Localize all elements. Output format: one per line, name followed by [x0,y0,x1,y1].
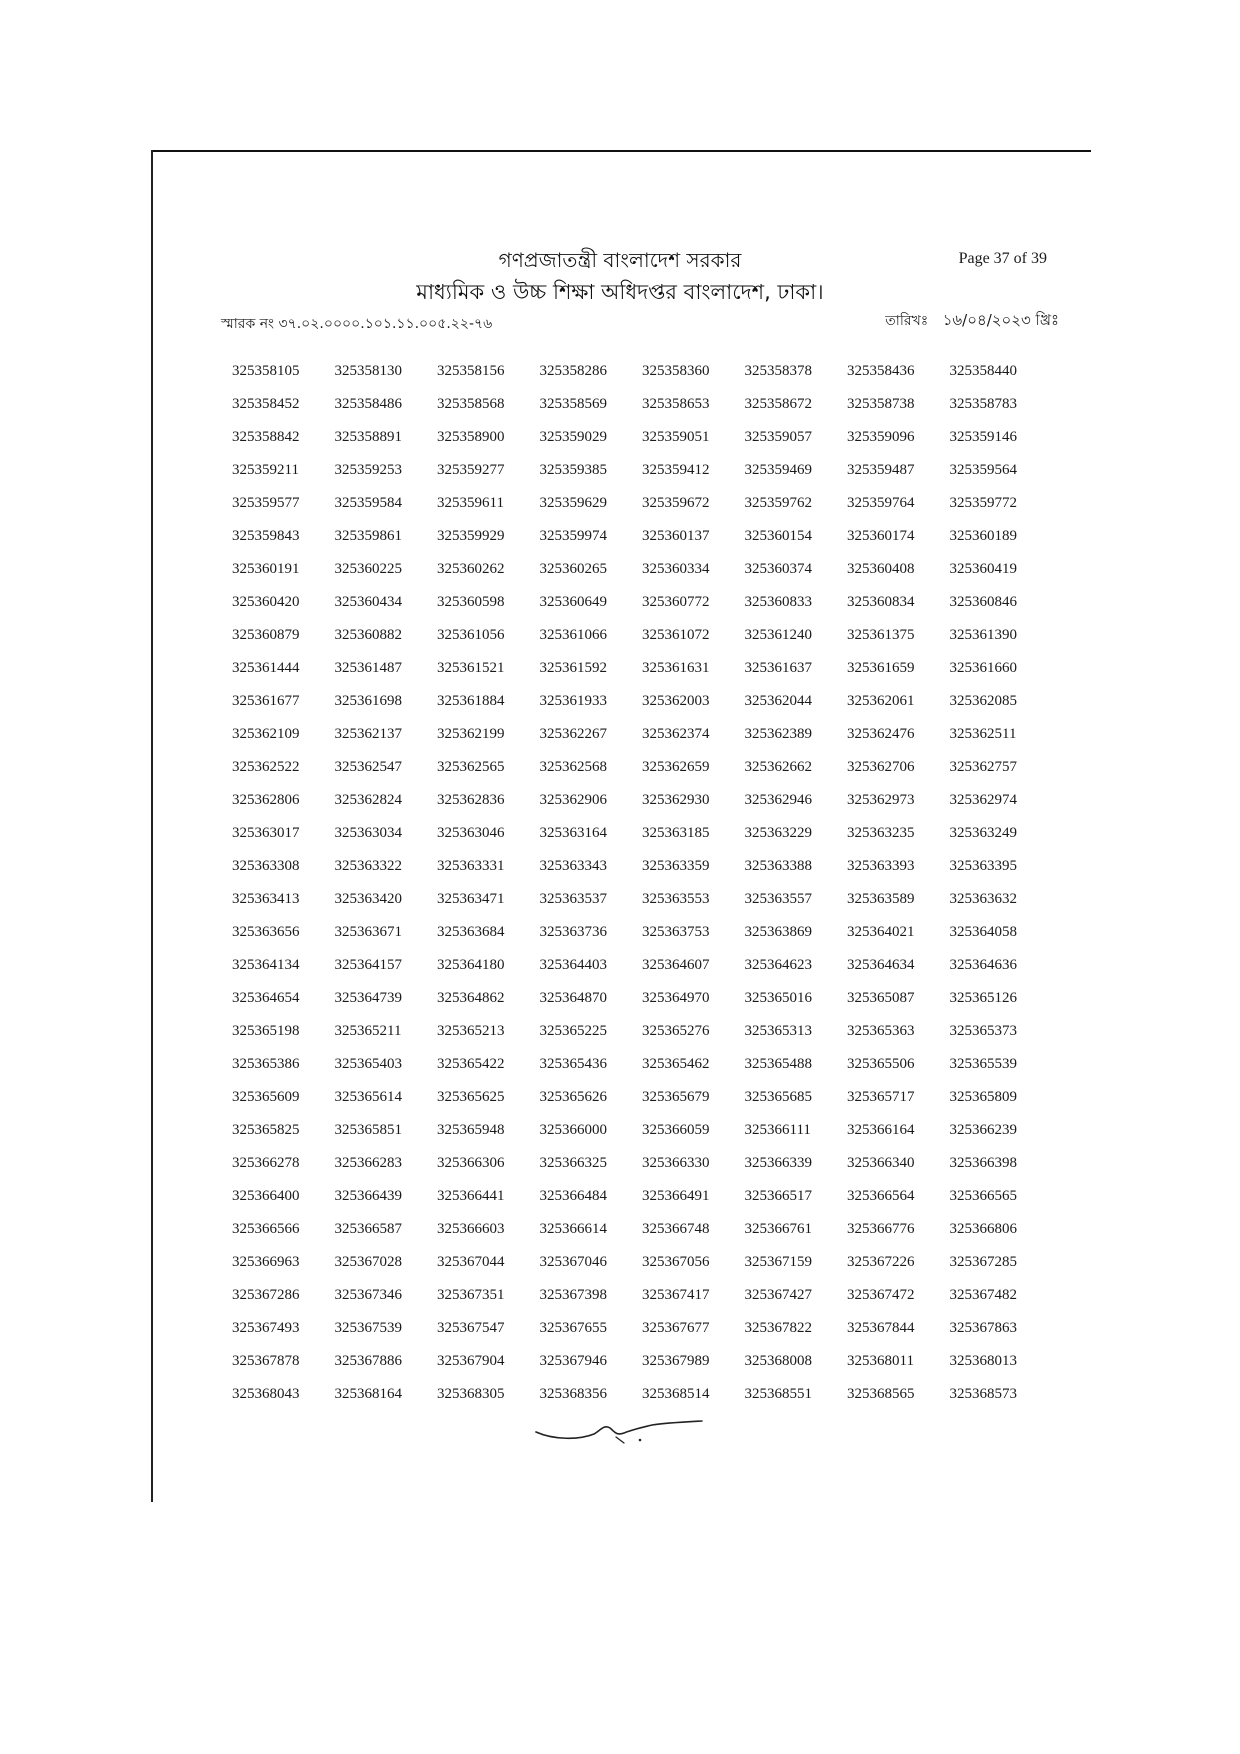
roll-number-cell: 325366963 [232,1254,300,1270]
roll-number-cell: 325367028 [334,1254,402,1270]
roll-number-cell: 325367482 [949,1287,1017,1303]
roll-number-cell: 325368008 [744,1353,812,1369]
roll-number-cell: 325366306 [437,1155,505,1171]
roll-number-cell: 325363388 [744,858,812,874]
roll-number-cell: 325366587 [334,1221,402,1237]
roll-number-cell: 325362199 [437,726,505,742]
roll-number-cell: 325363343 [539,858,607,874]
roll-number-cell: 325362085 [949,693,1017,709]
roll-number-cell: 325365363 [847,1023,915,1039]
roll-number-cell: 325360772 [642,594,710,610]
roll-number-cell: 325362974 [949,792,1017,808]
roll-number-cell: 325367493 [232,1320,300,1336]
memo-number: ৩৭.০২.০০০০.১০১.১১.০০৫.২২-৭৬ [278,316,493,332]
roll-number-cell: 325363753 [642,924,710,940]
roll-number-cell: 325359277 [437,462,505,478]
roll-number-cell: 325358436 [847,363,915,379]
roll-number-cell: 325367946 [539,1353,607,1369]
roll-number-cell: 325365403 [334,1056,402,1072]
roll-number-cell: 325363331 [437,858,505,874]
roll-number-cell: 325366806 [949,1221,1017,1237]
roll-number-cell: 325368551 [744,1386,812,1402]
roll-number-cell: 325358378 [744,363,812,379]
roll-number-cell: 325366239 [949,1122,1017,1138]
roll-number-cell: 325360833 [744,594,812,610]
roll-number-cell: 325365436 [539,1056,607,1072]
roll-number-cell: 325360262 [437,561,505,577]
roll-number-cell: 325364634 [847,957,915,973]
roll-number-cell: 325360334 [642,561,710,577]
roll-number-cell: 325363869 [744,924,812,940]
roll-number-cell: 325367539 [334,1320,402,1336]
roll-number-cell: 325358360 [642,363,710,379]
roll-number-cell: 325358486 [334,396,402,412]
roll-number-cell: 325368565 [847,1386,915,1402]
roll-number-cell: 325364058 [949,924,1017,940]
directorate-title: মাধ্যমিক ও উচ্চ শিক্ষা অধিদপ্তর বাংলাদেশ, ঢাকা। [416,280,824,304]
roll-number-cell: 325362267 [539,726,607,742]
roll-number-cell: 325365225 [539,1023,607,1039]
roll-number-cell: 325365313 [744,1023,812,1039]
roll-number-cell: 325365087 [847,990,915,1006]
roll-number-cell: 325365422 [437,1056,505,1072]
roll-number-cell: 325359584 [334,495,402,511]
roll-number-cell: 325362930 [642,792,710,808]
roll-number-cell: 325365539 [949,1056,1017,1072]
roll-number-cell: 325366776 [847,1221,915,1237]
roll-number-cell: 325362137 [334,726,402,742]
roll-number-cell: 325360419 [949,561,1017,577]
roll-number-cell: 325367286 [232,1287,300,1303]
roll-number-cell: 325361698 [334,693,402,709]
roll-number-cell: 325364134 [232,957,300,973]
roll-number-cell: 325359577 [232,495,300,511]
roll-number-cell: 325363553 [642,891,710,907]
roll-number-cell: 325365373 [949,1023,1017,1039]
roll-number-cell: 325360434 [334,594,402,610]
roll-number-cell: 325359211 [232,462,299,478]
roll-number-cell: 325367655 [539,1320,607,1336]
roll-number-cell: 325366330 [642,1155,710,1171]
roll-number-cell: 325362044 [744,693,812,709]
roll-number-cell: 325361659 [847,660,915,676]
roll-number-cell: 325358842 [232,429,300,445]
roll-number-cell: 325363235 [847,825,915,841]
roll-number-cell: 325360834 [847,594,915,610]
roll-number-cell: 325360420 [232,594,300,610]
roll-number-cell: 325366283 [334,1155,402,1171]
roll-number-cell: 325363229 [744,825,812,841]
roll-number-cell: 325358783 [949,396,1017,412]
roll-number-cell: 325367822 [744,1320,812,1336]
roll-number-cell: 325364180 [437,957,505,973]
roll-number-cell: 325363359 [642,858,710,874]
memo-reference [221,312,492,336]
roll-number-cell: 325362547 [334,759,402,775]
roll-number-cell: 325358891 [334,429,402,445]
roll-number-cell: 325360374 [744,561,812,577]
roll-number-cell: 325363413 [232,891,300,907]
roll-number-cell: 325367904 [437,1353,505,1369]
roll-number-cell: 325366340 [847,1155,915,1171]
roll-number-cell: 325367989 [642,1353,710,1369]
roll-number-cell: 325363393 [847,858,915,874]
roll-number-cell: 325367844 [847,1320,915,1336]
roll-number-cell: 325365506 [847,1056,915,1072]
roll-number-cell: 325367346 [334,1287,402,1303]
roll-number-cell: 325367677 [642,1320,710,1336]
government-title: গণপ্রজাতন্ত্রী বাংলাদেশ সরকার [498,248,742,272]
page-frame-left-border [151,150,153,1502]
roll-number-cell: 325368305 [437,1386,505,1402]
roll-number-cell: 325363046 [437,825,505,841]
roll-number-cell: 325363684 [437,924,505,940]
roll-number-cell: 325362906 [539,792,607,808]
roll-number-cell: 325366614 [539,1221,607,1237]
roll-number-cell: 325361072 [642,627,710,643]
roll-number-cell: 325366484 [539,1188,607,1204]
roll-number-cell: 325359385 [539,462,607,478]
roll-number-cell: 325362946 [744,792,812,808]
roll-number-cell: 325363034 [334,825,402,841]
roll-number-cell: 325367472 [847,1287,915,1303]
roll-number-cell: 325361240 [744,627,812,643]
roll-number-cell: 325367417 [642,1287,710,1303]
roll-number-cell: 325368573 [949,1386,1017,1402]
roll-number-cell: 325359146 [949,429,1017,445]
roll-number-cell: 325364862 [437,990,505,1006]
roll-number-cell: 325359629 [539,495,607,511]
roll-number-cell: 325363471 [437,891,505,907]
roll-number-cell: 325366566 [232,1221,300,1237]
roll-number-cell: 325366761 [744,1221,812,1237]
roll-number-cell: 325364623 [744,957,812,973]
roll-number-cell: 325359469 [744,462,812,478]
roll-number-cell: 325368013 [949,1353,1017,1369]
roll-number-cell: 325361375 [847,627,915,643]
roll-number-cell: 325363322 [334,858,402,874]
roll-number-cell: 325362511 [949,726,1017,742]
roll-number-cell: 325366398 [949,1155,1017,1171]
roll-number-cell: 325360137 [642,528,710,544]
roll-number-cell: 325359096 [847,429,915,445]
roll-number-cell: 325367398 [539,1287,607,1303]
roll-number-cell: 325359611 [437,495,504,511]
roll-number-cell: 325360154 [744,528,812,544]
roll-number-cell: 325359974 [539,528,607,544]
roll-number-cell: 325367863 [949,1320,1017,1336]
roll-number-cell: 325358568 [437,396,505,412]
roll-number-cell: 325359861 [334,528,402,544]
roll-number-cell: 325363632 [949,891,1017,907]
roll-number-cell: 325366517 [744,1188,812,1204]
roll-number-cell: 325364636 [949,957,1017,973]
roll-number-cell: 325361390 [949,627,1017,643]
roll-number-cell: 325359029 [539,429,607,445]
roll-number-cell: 325358286 [539,363,607,379]
date-value: ১৬/০৪/২০২৩ খ্রিঃ [942,311,1059,329]
roll-number-cell: 325359564 [949,462,1017,478]
roll-number-cell: 325366564 [847,1188,915,1204]
roll-number-cell: 325366164 [847,1122,915,1138]
roll-number-cell: 325365488 [744,1056,812,1072]
roll-number-cell: 325367427 [744,1287,812,1303]
roll-number-cell: 325365211 [334,1023,402,1039]
roll-number-cell: 325366400 [232,1188,300,1204]
roll-number-cell: 325360598 [437,594,505,610]
roll-number-cell: 325361884 [437,693,505,709]
roll-number-cell: 325364607 [642,957,710,973]
roll-number-cell: 325366278 [232,1155,300,1171]
roll-number-cell: 325366000 [539,1122,607,1138]
roll-number-cell: 325362003 [642,693,710,709]
roll-number-cell: 325363308 [232,858,300,874]
roll-number-cell: 325363557 [744,891,812,907]
roll-number-cell: 325360265 [539,561,607,577]
roll-number-cell: 325358156 [437,363,505,379]
roll-number-cell: 325359929 [437,528,505,544]
roll-number-cell: 325362757 [949,759,1017,775]
roll-number-cell: 325362806 [232,792,300,808]
roll-number-cell: 325360882 [334,627,402,643]
roll-number-cell: 325362706 [847,759,915,775]
roll-number-cell: 325358452 [232,396,300,412]
roll-number-cell: 325363249 [949,825,1017,841]
roll-number-cell: 325359253 [334,462,402,478]
roll-number-cell: 325365809 [949,1089,1017,1105]
roll-number-cell: 325361631 [642,660,710,676]
roll-number-cell: 325367046 [539,1254,607,1270]
roll-number-cell: 325359762 [744,495,812,511]
roll-number-cell: 325360174 [847,528,915,544]
roll-number-cell: 325367878 [232,1353,300,1369]
roll-number-cell: 325361677 [232,693,300,709]
roll-number-cell: 325361066 [539,627,607,643]
roll-number-cell: 325361056 [437,627,505,643]
roll-number-cell: 325358130 [334,363,402,379]
roll-number-cell: 325362389 [744,726,812,742]
roll-number-cell: 325358900 [437,429,505,445]
roll-number-cell: 325363671 [334,924,402,940]
roll-number-cell: 325368043 [232,1386,300,1402]
roll-number-cell: 325367044 [437,1254,505,1270]
roll-number-cell: 325366565 [949,1188,1017,1204]
roll-number-cell: 325367056 [642,1254,710,1270]
roll-number-cell: 325362522 [232,759,300,775]
roll-number-cell: 325363185 [642,825,710,841]
roll-number-cell: 325361521 [437,660,505,676]
roll-number-cell: 325365851 [334,1122,402,1138]
roll-number-cell: 325363017 [232,825,300,841]
roll-number-cell: 325360408 [847,561,915,577]
roll-number-cell: 325365198 [232,1023,300,1039]
roll-number-cell: 325366491 [642,1188,710,1204]
roll-number-cell: 325361592 [539,660,607,676]
roll-number-cell: 325365462 [642,1056,710,1072]
roll-number-cell: 325358738 [847,396,915,412]
roll-number-cell: 325364403 [539,957,607,973]
roll-number-cell: 325358105 [232,363,300,379]
roll-number-cell: 325365825 [232,1122,300,1138]
roll-number-cell: 325362061 [847,693,915,709]
roll-number-cell: 325365213 [437,1023,505,1039]
roll-number-cell: 325367285 [949,1254,1017,1270]
roll-number-cell: 325362824 [334,792,402,808]
roll-number-cell: 325361933 [539,693,607,709]
roll-number-cell: 325368011 [847,1353,914,1369]
roll-number-cell: 325364870 [539,990,607,1006]
roll-number-cell: 325361660 [949,660,1017,676]
roll-number-cell: 325366111 [744,1122,811,1138]
roll-number-cell: 325366325 [539,1155,607,1171]
roll-number-cell: 325366339 [744,1155,812,1171]
roll-number-cell: 325360225 [334,561,402,577]
roll-number-cell: 325365679 [642,1089,710,1105]
roll-number-cell: 325365276 [642,1023,710,1039]
roll-number-cell: 325359412 [642,462,710,478]
roll-number-cell: 325365685 [744,1089,812,1105]
roll-number-cell: 325366059 [642,1122,710,1138]
roll-number-cell: 325362662 [744,759,812,775]
roll-number-cell: 325365948 [437,1122,505,1138]
roll-number-cell: 325367159 [744,1254,812,1270]
roll-number-cell: 325367351 [437,1287,505,1303]
roll-number-cell: 325368164 [334,1386,402,1402]
roll-number-cell: 325365386 [232,1056,300,1072]
roll-number-cell: 325359843 [232,528,300,544]
roll-number-cell: 325359051 [642,429,710,445]
roll-number-cell: 325365626 [539,1089,607,1105]
roll-number-cell: 325363736 [539,924,607,940]
roll-number-cell: 325358653 [642,396,710,412]
roll-number-cell: 325361444 [232,660,300,676]
roll-number-cell: 325362109 [232,726,300,742]
roll-number-cell: 325361637 [744,660,812,676]
roll-number-cell: 325359057 [744,429,812,445]
roll-number-cell: 325359772 [949,495,1017,511]
roll-number-cell: 325365717 [847,1089,915,1105]
roll-number-cell: 325363395 [949,858,1017,874]
roll-number-cell: 325362568 [539,759,607,775]
roll-number-cell: 325365126 [949,990,1017,1006]
roll-number-cell: 325364157 [334,957,402,973]
roll-number-cell: 325360649 [539,594,607,610]
roll-number-cell: 325362476 [847,726,915,742]
roll-number-cell: 325359672 [642,495,710,511]
roll-number-cell: 325363589 [847,891,915,907]
roll-number-cell: 325368514 [642,1386,710,1402]
roll-number-cell: 325366603 [437,1221,505,1237]
roll-number-cell: 325362973 [847,792,915,808]
roll-number-cell: 325360189 [949,528,1017,544]
roll-number-cell: 325364654 [232,990,300,1006]
memo-label: স্মারক নং [221,316,275,332]
roll-number-cell: 325365625 [437,1089,505,1105]
page-frame-top-border [151,150,1091,152]
roll-number-cell: 325364970 [642,990,710,1006]
roll-number-cell: 325365016 [744,990,812,1006]
roll-number-cell: 325365609 [232,1089,300,1105]
roll-number-cell: 325364021 [847,924,915,940]
roll-number-cell: 325367226 [847,1254,915,1270]
signature-icon [534,1410,704,1450]
roll-number-cell: 325363164 [539,825,607,841]
roll-number-cell: 325366441 [437,1188,505,1204]
date-label: তারিখঃ [885,313,929,329]
roll-number-table [222,355,1042,1411]
roll-number-cell: 325366748 [642,1221,710,1237]
roll-number-cell: 325363537 [539,891,607,907]
roll-number-cell: 325361487 [334,660,402,676]
roll-number-cell: 325362374 [642,726,710,742]
issue-date [885,309,1059,334]
roll-number-cell: 325363656 [232,924,300,940]
roll-number-cell: 325365614 [334,1089,402,1105]
roll-number-cell: 325358440 [949,363,1017,379]
roll-number-cell: 325360879 [232,627,300,643]
roll-number-cell: 325359764 [847,495,915,511]
roll-number-cell: 325360846 [949,594,1017,610]
roll-number-cell: 325358672 [744,396,812,412]
roll-number-cell: 325368356 [539,1386,607,1402]
roll-number-cell: 325362836 [437,792,505,808]
roll-number-cell: 325362565 [437,759,505,775]
roll-number-cell: 325363420 [334,891,402,907]
roll-number-cell: 325367547 [437,1320,505,1336]
roll-number-cell: 325360191 [232,561,300,577]
roll-number-cell: 325362659 [642,759,710,775]
roll-number-cell: 325366439 [334,1188,402,1204]
roll-number-cell: 325367886 [334,1353,402,1369]
roll-number-cell: 325359487 [847,462,915,478]
roll-number-cell: 325364739 [334,990,402,1006]
roll-number-cell: 325358569 [539,396,607,412]
page-number: Page 37 of 39 [958,250,1047,267]
